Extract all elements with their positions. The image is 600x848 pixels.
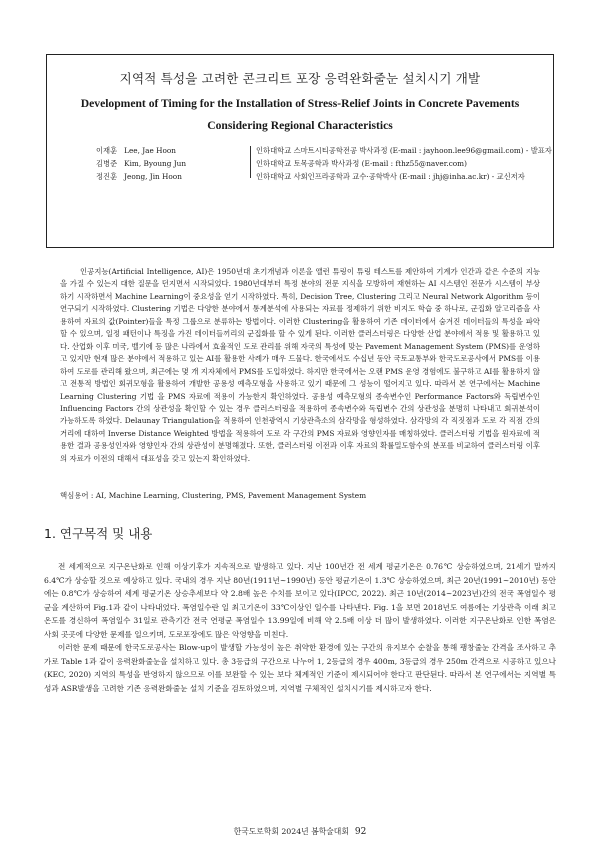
- author-name: 이재훈 Lee, Jae Hoon: [96, 146, 177, 155]
- page-number: 92: [354, 827, 367, 837]
- author-name: 정진훈 Jeong, Jin Hoon: [96, 172, 182, 181]
- author-affiliation: 인하대학교 스마트시티공학전공 박사과정 (E-mail : jayhoon.lee96@gmail.com) - 발표자: [256, 146, 552, 155]
- paper-title-korean: 지역적 특성을 고려한 콘크리트 포장 응력완화줄눈 설치시기 개발: [119, 71, 481, 86]
- author-row: [0, 159, 600, 172]
- page-footer: [0, 826, 600, 837]
- author-row: [0, 146, 600, 159]
- body-paragraph: 전 세계적으로 지구온난화로 인해 이상기후가 지속적으로 발생하고 있다. 지난 100년간 전 세계 평균기온은 0.76℃ 상승하였으며, 21세기 말까지 6.4℃가 상승할 것으로 예상하고 있다. 국내의 경우 지난 80년(1911년~1990년) 동안 평균기온이 1.3℃ 상승하였으며, 최근 20년(1991~2010년) 동안에는 0.8℃가 상승하여 세계 평균기온 상승추세보다 약 2.8배 높은 수치를 보이고 있다(IPCC, 2022). 최근 10년(2014~2023년)간의 전국 폭염일수 평균을 계산하여 Fig.1과 같이 나타내었다. 폭염일수란 일 최고기온이 33℃이상인 일수를 나타낸다. Fig. 1을 보면 2018년도 여름에는 기상관측 이래 최고온도를 경신하여 폭염일수 31일로 관측기간 전국 연평균 폭염일수 13.99일에 비해 약 2.5배 이상 더 많이 발생하였다. 이러한 지구온난화로 인한 폭염은 사회 곳곳에 다양한 문제를 일으키며, 도로포장에도 많은 악영향을 미친다.: [44, 562, 556, 639]
- paper-title-english: Development of Timing for the Installation of Stress-Relief Joints in Concrete Pavements Considering Regional Characteristics: [80, 97, 520, 132]
- footer-conference: 한국도로학회 2024년 봄학술대회: [233, 827, 349, 836]
- author-affiliation: 인하대학교 토목공학과 박사과정 (E-mail : fthz55@naver.com): [256, 159, 467, 168]
- body-paragraph: 이러한 문제 때문에 한국도로공사는 Blow-up이 발생할 가능성이 높은 취약한 환경에 있는 구간의 유지보수 순찰을 통해 팽창줄눈 간격을 조사하고 추가로 Table 1과 같이 응력완화줄눈을 설치하고 있다. 총 3등급의 구간으로 나누어 1, 2등급의 경우 400m, 3등급의 경우 250m 간격으로 시공하고 있으나(KEC, 2020) 지역의 특성을 반영하지 않으므로 이를 보완할 수 있는 보다 체계적인 기준이 제시되어야 한다고 판단된다. 따라서 본 연구에서는 지역별 특성과 ASR발생을 고려한 기존 응력완화줄눈 설치 기준을 검토하였으며, 지역별 구체적인 설치시기를 제시하고자 한다.: [44, 643, 556, 693]
- abstract: [60, 266, 540, 465]
- section-body: [44, 560, 556, 695]
- keywords: 핵심용어 : AI, Machine Learning, Clustering, PMS, Pavement Management System: [60, 491, 367, 500]
- author-name: 김병준 Kim, Byoung Jun: [96, 159, 187, 168]
- author-row: [0, 172, 600, 185]
- abstract-text: 인공지능(Artificial Intelligence, AI)은 1950년대 초기개념과 이론을 앨런 튜링이 튜링 테스트를 제안하여 기계가 인간과 같은 수준의 지능을 가질 수 있는지 대한 질문을 던지면서 시작되었다. 1980년대부터 특정 분야의 전문 지식을 모방하여 재현하는 AI 시스템인 전문가 시스템이 부상하기 시작하면서 Machine Learning이 중요성을 얻기 시작하였다. 특히, Decision Tree, Clustering 그리고 Neural Network Algorithm 등이 연구되기 시작하였다. Clustering 기법은 다양한 분야에서 통계분석에 사용되는 자료를 정제하기 위한 비지도 학습 중 하나로, 군집화 알고리즘을 사용하여 자료의 값(Pointer)들을 특정 그룹으로 분류하는 방법이다. 이러한 Clustering을 활용하여 기존 데이터에서 숨겨진 데이터들의 특성을 파악할 수 있으며, 일정 패턴이나 특징을 가진 데이터들끼리의 군집화를 할 수 있게 된다. 이러한 클러스터링은 다양한 산업 분야에서 적용 및 활용하고 있다. 산업화 이후 미국, 벨기에 등 많은 나라에서 효율적인 도로 관리를 위해 자국의 특성에 맞는 Pavement Management System (PMS)를 운영하고 있지만 현재 많은 분야에서 적용하고 있는 AI를 활용한 사례가 매우 드물다. 한국에서도 수십년 동안 국토교통부와 한국도로공사에서 PMS를 이용하여 도로를 관리해 왔으며, 최근에는 몇 개 지자체에서 PMS를 도입하였다. 하지만 한국에서는 오랜 PMS 운영 경험에도 불구하고 AI를 활용하지 않고 전통적 방법인 회귀모형을 활용하여 개발한 공용성 예측모형을 사용하고 있기 때문에 그 성능이 떨어지고 있다. 따라서 본 연구에서는 Machine Learning Clustering 기법 을 PMS 자료에 적용이 가능한지 확인하였다. 공용성 예측모형의 종속변수인 Performance Factors와 독립변수인 Influencing Factors 간의 상관성을 확인할 수 있는 경우 클러스터링을 적용하여 종속변수와 독립변수 간의 상관성을 분명히 나타내고 회귀분석이 가능하도록 하였다. Delaunay Triangulation을 적용하여 인천광역시 기상관측소의 삼각망을 형성하였다. 삼각망의 각 직짓점과 도로 각 직점 간의 거리에 대하여 Inverse Distance Weighted 방법을 적용하여 도로 각 구간의 PMS 자료와 영향인자를 매칭하였다. 클러스터링 기법을 원자료에 적용한 결과 공용성인자와 영향인자 간의 상관성이 분명해졌다. 또한, 클러스터링 이전과 이후 자료의 확률밀도함수의 분포를 비교하여 클러스터링 이후의 자료가 이전의 대해서 대표성을 갖고 있는지 확인하였다.: [60, 267, 540, 463]
- author-divider: [250, 146, 251, 178]
- author-affiliation: 인하대학교 사회인프라공학과 교수·공학박사 (E-mail : jhj@inha.ac.kr) - 교신저자: [256, 172, 525, 181]
- section-heading: 1. 연구목적 및 내용: [44, 526, 153, 541]
